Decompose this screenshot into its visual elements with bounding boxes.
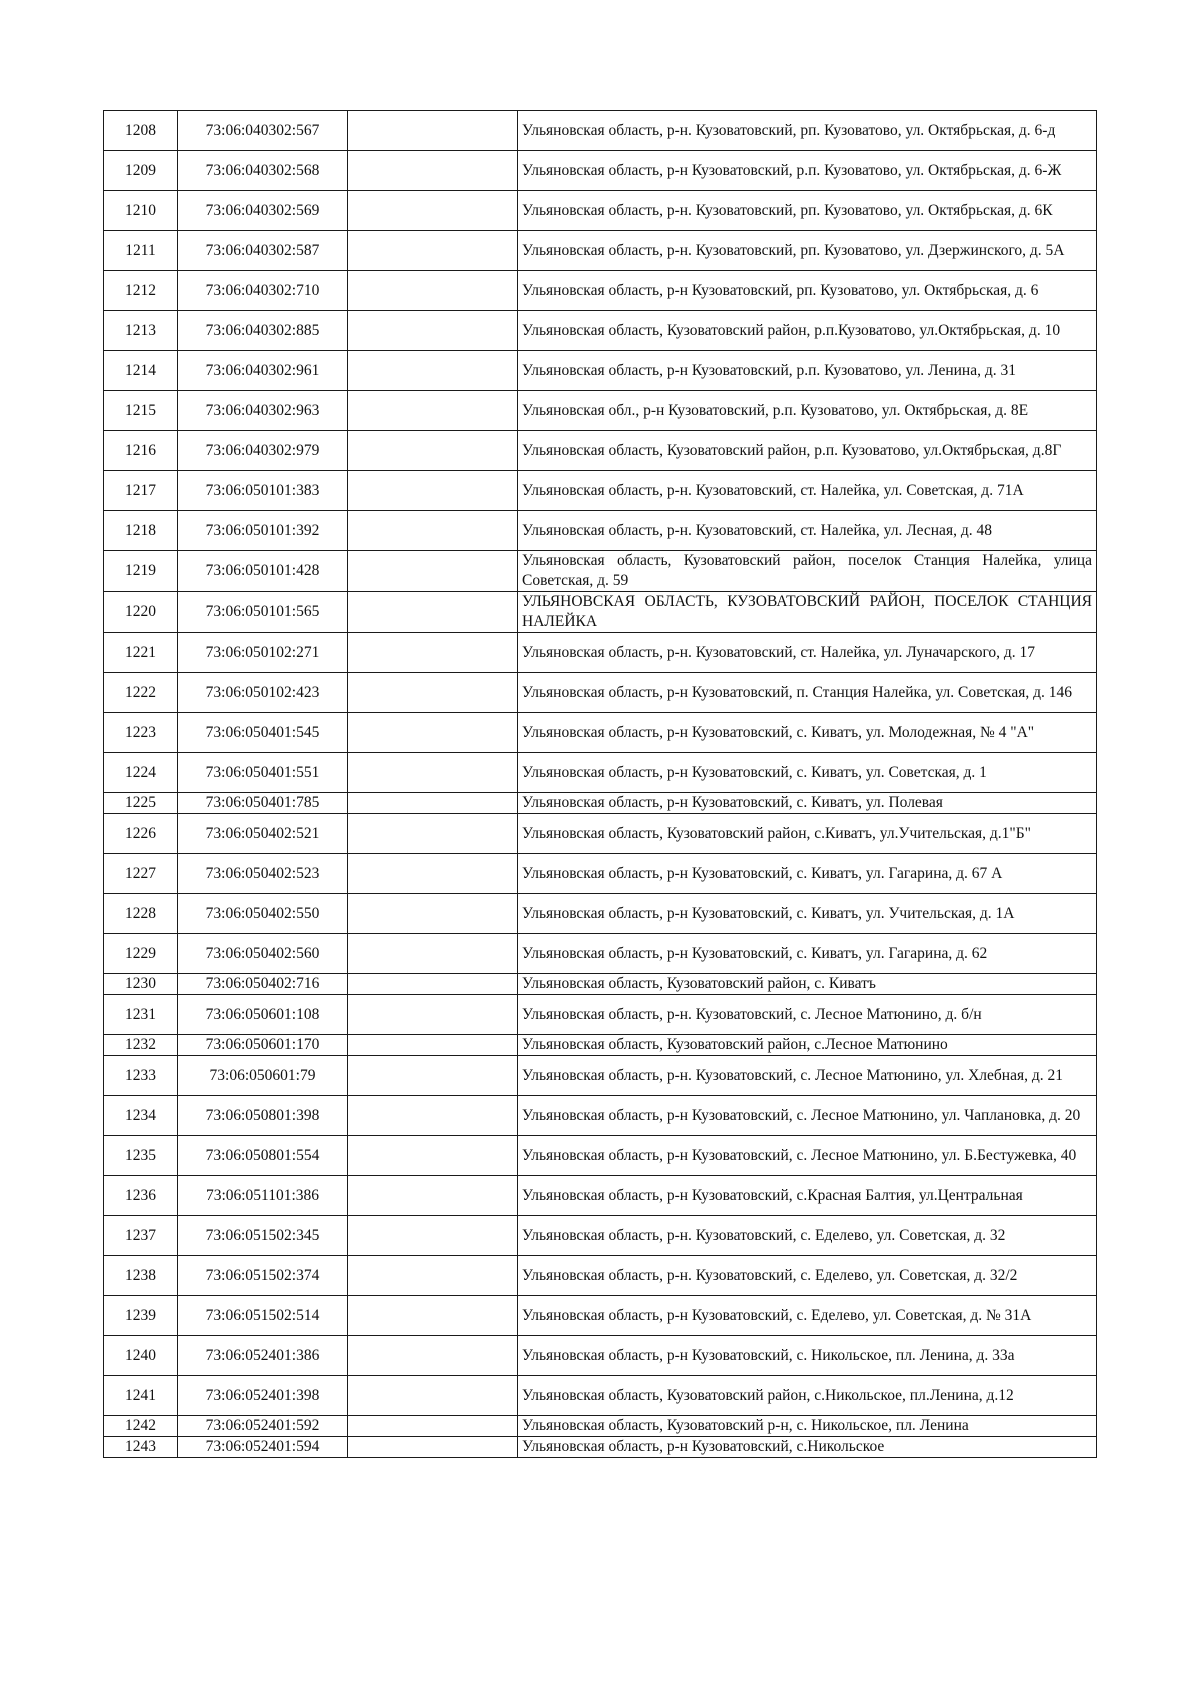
cadastral-number: 73:06:040302:568 bbox=[178, 151, 348, 191]
address-cell: Ульяновская обл., р-н Кузоватовский, р.п. Кузоватово, ул. Октябрьская, д. 8Е bbox=[518, 391, 1097, 431]
table-row bbox=[104, 431, 1097, 471]
cadastral-number: 73:06:050801:398 bbox=[178, 1096, 348, 1136]
address-cell: Ульяновская область, р-н Кузоватовский, п. Станция Налейка, ул. Советская, д. 146 bbox=[518, 673, 1097, 713]
table-row bbox=[104, 995, 1097, 1035]
cadastral-number: 73:06:050101:428 bbox=[178, 551, 348, 592]
empty-cell bbox=[348, 471, 518, 511]
row-number: 1241 bbox=[104, 1376, 178, 1416]
cadastral-number: 73:06:052401:398 bbox=[178, 1376, 348, 1416]
table-row bbox=[104, 551, 1097, 592]
table-row bbox=[104, 471, 1097, 511]
cadastral-number: 73:06:040302:963 bbox=[178, 391, 348, 431]
cadastral-number: 73:06:040302:979 bbox=[178, 431, 348, 471]
table-row bbox=[104, 1096, 1097, 1136]
cadastral-number: 73:06:040302:567 bbox=[178, 111, 348, 151]
table-row bbox=[104, 1296, 1097, 1336]
row-number: 1217 bbox=[104, 471, 178, 511]
row-number: 1212 bbox=[104, 271, 178, 311]
empty-cell bbox=[348, 793, 518, 814]
table-row bbox=[104, 793, 1097, 814]
empty-cell bbox=[348, 1176, 518, 1216]
empty-cell bbox=[348, 351, 518, 391]
cadastral-number: 73:06:051502:514 bbox=[178, 1296, 348, 1336]
registry-table bbox=[103, 110, 1097, 1458]
address-cell: Ульяновская область, Кузоватовский район, р.п.Кузоватово, ул.Октябрьская, д. 10 bbox=[518, 311, 1097, 351]
address-cell: Ульяновская область, р-н. Кузоватовский, рп. Кузоватово, ул. Октябрьская, д. 6-д bbox=[518, 111, 1097, 151]
row-number: 1227 bbox=[104, 854, 178, 894]
row-number: 1221 bbox=[104, 633, 178, 673]
cadastral-number: 73:06:040302:569 bbox=[178, 191, 348, 231]
table-row bbox=[104, 1216, 1097, 1256]
empty-cell bbox=[348, 995, 518, 1035]
empty-cell bbox=[348, 431, 518, 471]
cadastral-number: 73:06:040302:710 bbox=[178, 271, 348, 311]
address-cell: УЛЬЯНОВСКАЯ ОБЛАСТЬ, КУЗОВАТОВСКИЙ РАЙОН, ПОСЕЛОК СТАНЦИЯ НАЛЕЙКА bbox=[518, 592, 1097, 633]
cadastral-number: 73:06:050402:523 bbox=[178, 854, 348, 894]
row-number: 1237 bbox=[104, 1216, 178, 1256]
empty-cell bbox=[348, 151, 518, 191]
empty-cell bbox=[348, 894, 518, 934]
empty-cell bbox=[348, 391, 518, 431]
row-number: 1225 bbox=[104, 793, 178, 814]
row-number: 1229 bbox=[104, 934, 178, 974]
table-row bbox=[104, 1035, 1097, 1056]
address-cell: Ульяновская область, р-н Кузоватовский, с. Лесное Матюнино, ул. Чаплановка, д. 20 bbox=[518, 1096, 1097, 1136]
empty-cell bbox=[348, 191, 518, 231]
address-cell: Ульяновская область, Кузоватовский район, с. Киватъ bbox=[518, 974, 1097, 995]
cadastral-number: 73:06:050101:383 bbox=[178, 471, 348, 511]
row-number: 1222 bbox=[104, 673, 178, 713]
row-number: 1211 bbox=[104, 231, 178, 271]
row-number: 1238 bbox=[104, 1256, 178, 1296]
empty-cell bbox=[348, 1035, 518, 1056]
table-row bbox=[104, 1136, 1097, 1176]
cadastral-number: 73:06:050402:550 bbox=[178, 894, 348, 934]
row-number: 1236 bbox=[104, 1176, 178, 1216]
table-row bbox=[104, 391, 1097, 431]
empty-cell bbox=[348, 1416, 518, 1437]
cadastral-number: 73:06:050101:392 bbox=[178, 511, 348, 551]
cadastral-number: 73:06:050402:560 bbox=[178, 934, 348, 974]
table-row bbox=[104, 934, 1097, 974]
cadastral-number: 73:06:050401:551 bbox=[178, 753, 348, 793]
address-cell: Ульяновская область, р-н Кузоватовский, с. Киватъ, ул. Молодежная, № 4 "А" bbox=[518, 713, 1097, 753]
empty-cell bbox=[348, 974, 518, 995]
address-cell: Ульяновская область, р-н Кузоватовский, с. Киватъ, ул. Учительская, д. 1А bbox=[518, 894, 1097, 934]
cadastral-number: 73:06:052401:594 bbox=[178, 1437, 348, 1458]
table-row bbox=[104, 753, 1097, 793]
address-cell: Ульяновская область, р-н. Кузоватовский, с. Еделево, ул. Советская, д. 32/2 bbox=[518, 1256, 1097, 1296]
empty-cell bbox=[348, 311, 518, 351]
address-cell: Ульяновская область, р-н Кузоватовский, с. Киватъ, ул. Гагарина, д. 62 bbox=[518, 934, 1097, 974]
row-number: 1210 bbox=[104, 191, 178, 231]
cadastral-number: 73:06:050102:271 bbox=[178, 633, 348, 673]
row-number: 1234 bbox=[104, 1096, 178, 1136]
address-cell: Ульяновская область, р-н. Кузоватовский, ст. Налейка, ул. Советская, д. 71А bbox=[518, 471, 1097, 511]
cadastral-number: 73:06:050601:79 bbox=[178, 1056, 348, 1096]
row-number: 1239 bbox=[104, 1296, 178, 1336]
cadastral-number: 73:06:040302:961 bbox=[178, 351, 348, 391]
empty-cell bbox=[348, 1136, 518, 1176]
cadastral-number: 73:06:050801:554 bbox=[178, 1136, 348, 1176]
address-cell: Ульяновская область, р-н. Кузоватовский, рп. Кузоватово, ул. Октябрьская, д. 6К bbox=[518, 191, 1097, 231]
row-number: 1231 bbox=[104, 995, 178, 1035]
table-row bbox=[104, 1416, 1097, 1437]
row-number: 1226 bbox=[104, 814, 178, 854]
address-cell: Ульяновская область, р-н Кузоватовский, с. Никольское, пл. Ленина, д. 33а bbox=[518, 1336, 1097, 1376]
row-number: 1223 bbox=[104, 713, 178, 753]
row-number: 1224 bbox=[104, 753, 178, 793]
row-number: 1214 bbox=[104, 351, 178, 391]
empty-cell bbox=[348, 511, 518, 551]
cadastral-number: 73:06:050401:785 bbox=[178, 793, 348, 814]
address-cell: Ульяновская область, Кузоватовский район, с.Киватъ, ул.Учительская, д.1"Б" bbox=[518, 814, 1097, 854]
table-row bbox=[104, 271, 1097, 311]
address-cell: Ульяновская область, р-н Кузоватовский, с. Лесное Матюнино, ул. Б.Бестужевка, 40 bbox=[518, 1136, 1097, 1176]
address-cell: Ульяновская область, р-н Кузоватовский, р.п. Кузоватово, ул. Октябрьская, д. 6-Ж bbox=[518, 151, 1097, 191]
cadastral-number: 73:06:052401:386 bbox=[178, 1336, 348, 1376]
cadastral-number: 73:06:050102:423 bbox=[178, 673, 348, 713]
table-row bbox=[104, 151, 1097, 191]
table-row bbox=[104, 1437, 1097, 1458]
table-row bbox=[104, 814, 1097, 854]
row-number: 1235 bbox=[104, 1136, 178, 1176]
table-row bbox=[104, 1176, 1097, 1216]
table-row bbox=[104, 713, 1097, 753]
cadastral-number: 73:06:050402:716 bbox=[178, 974, 348, 995]
empty-cell bbox=[348, 713, 518, 753]
address-cell: Ульяновская область, р-н Кузоватовский, рп. Кузоватово, ул. Октябрьская, д. 6 bbox=[518, 271, 1097, 311]
cadastral-number: 73:06:051502:374 bbox=[178, 1256, 348, 1296]
row-number: 1218 bbox=[104, 511, 178, 551]
cadastral-number: 73:06:052401:592 bbox=[178, 1416, 348, 1437]
row-number: 1216 bbox=[104, 431, 178, 471]
table-row bbox=[104, 592, 1097, 633]
address-cell: Ульяновская область, р-н. Кузоватовский, ст. Налейка, ул. Луначарского, д. 17 bbox=[518, 633, 1097, 673]
empty-cell bbox=[348, 814, 518, 854]
row-number: 1242 bbox=[104, 1416, 178, 1437]
table-row bbox=[104, 111, 1097, 151]
address-cell: Ульяновская область, Кузоватовский район, р.п. Кузоватово, ул.Октябрьская, д.8Г bbox=[518, 431, 1097, 471]
address-cell: Ульяновская область, Кузоватовский р-н, с. Никольское, пл. Ленина bbox=[518, 1416, 1097, 1437]
address-cell: Ульяновская область, р-н. Кузоватовский, с. Еделево, ул. Советская, д. 32 bbox=[518, 1216, 1097, 1256]
cadastral-number: 73:06:051502:345 bbox=[178, 1216, 348, 1256]
empty-cell bbox=[348, 111, 518, 151]
address-cell: Ульяновская область, р-н. Кузоватовский, ст. Налейка, ул. Лесная, д. 48 bbox=[518, 511, 1097, 551]
row-number: 1219 bbox=[104, 551, 178, 592]
table-row bbox=[104, 1256, 1097, 1296]
row-number: 1232 bbox=[104, 1035, 178, 1056]
empty-cell bbox=[348, 1096, 518, 1136]
table-row bbox=[104, 1376, 1097, 1416]
row-number: 1220 bbox=[104, 592, 178, 633]
row-number: 1240 bbox=[104, 1336, 178, 1376]
empty-cell bbox=[348, 1256, 518, 1296]
cadastral-number: 73:06:040302:885 bbox=[178, 311, 348, 351]
empty-cell bbox=[348, 1296, 518, 1336]
table-row bbox=[104, 511, 1097, 551]
row-number: 1230 bbox=[104, 974, 178, 995]
empty-cell bbox=[348, 934, 518, 974]
registry-rows bbox=[104, 111, 1097, 1458]
table-row bbox=[104, 231, 1097, 271]
cadastral-number: 73:06:051101:386 bbox=[178, 1176, 348, 1216]
row-number: 1215 bbox=[104, 391, 178, 431]
empty-cell bbox=[348, 592, 518, 633]
empty-cell bbox=[348, 231, 518, 271]
row-number: 1213 bbox=[104, 311, 178, 351]
address-cell: Ульяновская область, р-н. Кузоватовский, рп. Кузоватово, ул. Дзержинского, д. 5А bbox=[518, 231, 1097, 271]
row-number: 1209 bbox=[104, 151, 178, 191]
empty-cell bbox=[348, 551, 518, 592]
table-row bbox=[104, 854, 1097, 894]
cadastral-number: 73:06:050101:565 bbox=[178, 592, 348, 633]
empty-cell bbox=[348, 673, 518, 713]
empty-cell bbox=[348, 1336, 518, 1376]
address-cell: Ульяновская область, р-н Кузоватовский, с. Киватъ, ул. Гагарина, д. 67 А bbox=[518, 854, 1097, 894]
empty-cell bbox=[348, 1056, 518, 1096]
empty-cell bbox=[348, 633, 518, 673]
address-cell: Ульяновская область, р-н Кузоватовский, с. Киватъ, ул. Полевая bbox=[518, 793, 1097, 814]
cadastral-number: 73:06:050601:108 bbox=[178, 995, 348, 1035]
cadastral-number: 73:06:040302:587 bbox=[178, 231, 348, 271]
table-row bbox=[104, 1336, 1097, 1376]
document-page bbox=[103, 110, 1096, 1458]
empty-cell bbox=[348, 1216, 518, 1256]
row-number: 1233 bbox=[104, 1056, 178, 1096]
table-row bbox=[104, 311, 1097, 351]
row-number: 1243 bbox=[104, 1437, 178, 1458]
address-cell: Ульяновская область, Кузоватовский район, с.Никольское, пл.Ленина, д.12 bbox=[518, 1376, 1097, 1416]
table-row bbox=[104, 974, 1097, 995]
address-cell: Ульяновская область, р-н Кузоватовский, с.Никольское bbox=[518, 1437, 1097, 1458]
table-row bbox=[104, 351, 1097, 391]
table-row bbox=[104, 191, 1097, 231]
address-cell: Ульяновская область, Кузоватовский район, с.Лесное Матюнино bbox=[518, 1035, 1097, 1056]
cadastral-number: 73:06:050601:170 bbox=[178, 1035, 348, 1056]
cadastral-number: 73:06:050402:521 bbox=[178, 814, 348, 854]
empty-cell bbox=[348, 271, 518, 311]
address-cell: Ульяновская область, р-н Кузоватовский, с.Красная Балтия, ул.Центральная bbox=[518, 1176, 1097, 1216]
empty-cell bbox=[348, 854, 518, 894]
address-cell: Ульяновская область, р-н Кузоватовский, с. Еделево, ул. Советская, д. № 31А bbox=[518, 1296, 1097, 1336]
empty-cell bbox=[348, 753, 518, 793]
empty-cell bbox=[348, 1437, 518, 1458]
table-row bbox=[104, 894, 1097, 934]
address-cell: Ульяновская область, р-н. Кузоватовский, с. Лесное Матюнино, ул. Хлебная, д. 21 bbox=[518, 1056, 1097, 1096]
row-number: 1228 bbox=[104, 894, 178, 934]
address-cell: Ульяновская область, р-н. Кузоватовский, с. Лесное Матюнино, д. б/н bbox=[518, 995, 1097, 1035]
address-cell: Ульяновская область, р-н Кузоватовский, с. Киватъ, ул. Советская, д. 1 bbox=[518, 753, 1097, 793]
address-cell: Ульяновская область, р-н Кузоватовский, р.п. Кузоватово, ул. Ленина, д. 31 bbox=[518, 351, 1097, 391]
table-row bbox=[104, 673, 1097, 713]
cadastral-number: 73:06:050401:545 bbox=[178, 713, 348, 753]
address-cell: Ульяновская область, Кузоватовский район, поселок Станция Налейка, улица Советская, д. 59 bbox=[518, 551, 1097, 592]
table-row bbox=[104, 633, 1097, 673]
row-number: 1208 bbox=[104, 111, 178, 151]
table-row bbox=[104, 1056, 1097, 1096]
empty-cell bbox=[348, 1376, 518, 1416]
